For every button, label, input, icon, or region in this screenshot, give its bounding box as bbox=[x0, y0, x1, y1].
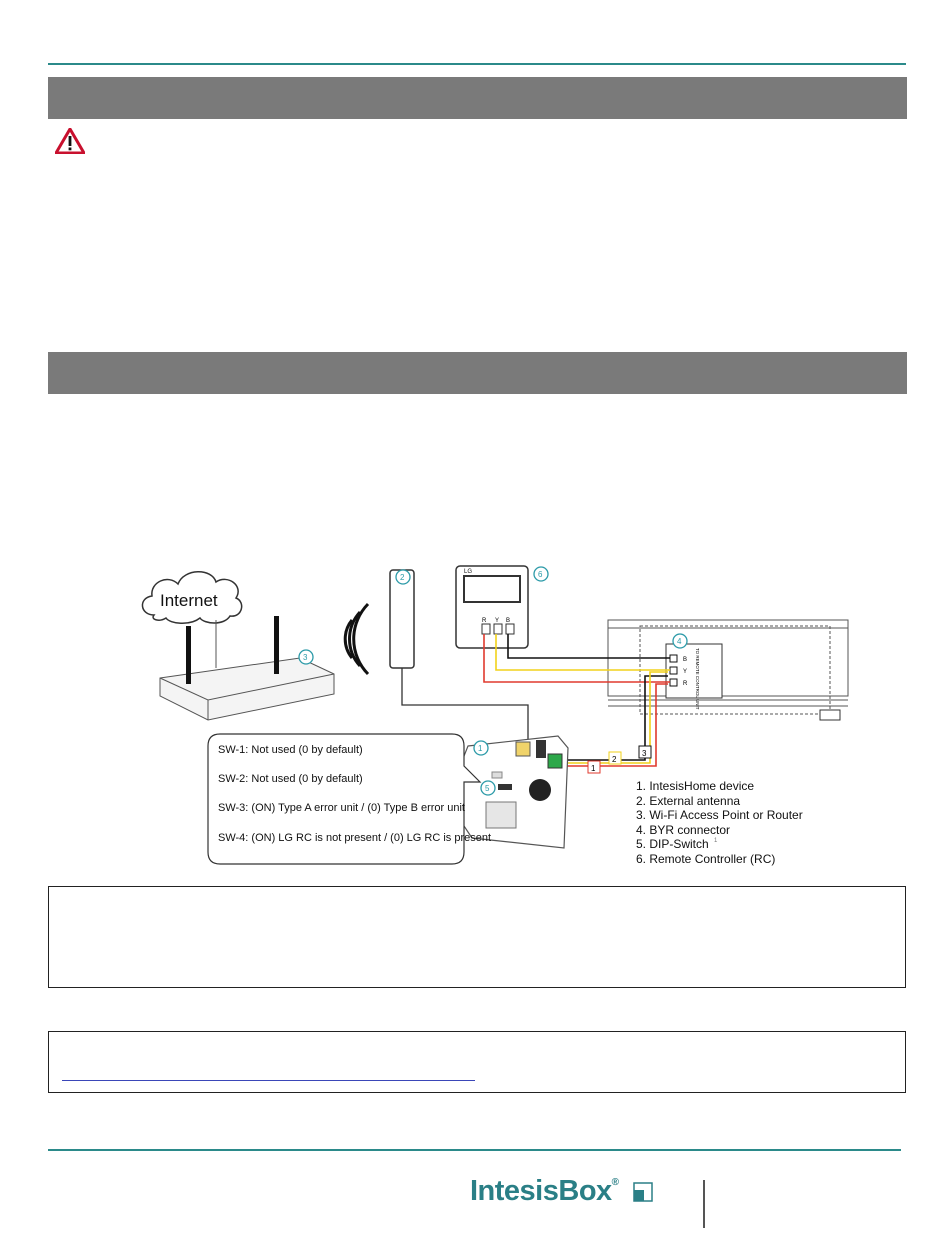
logo-text: IntesisBox bbox=[470, 1175, 612, 1207]
sw-1-text: SW-1: Not used (0 by default) bbox=[218, 744, 363, 756]
legend-item-5: 5. DIP-Switch bbox=[636, 837, 709, 851]
legend-item-5-footnote: 1 bbox=[714, 838, 718, 844]
intesisbox-logo bbox=[470, 1175, 619, 1208]
callout-3: 3 bbox=[303, 653, 308, 662]
hyperlink-underline[interactable] bbox=[62, 1080, 475, 1081]
legend-item-2: 2. External antenna bbox=[636, 794, 741, 808]
remote-controller-icon bbox=[456, 566, 528, 648]
wire-label-3: 3 bbox=[642, 749, 647, 758]
legend-item-1: 1. IntesisHome device bbox=[636, 779, 755, 793]
rc-brand: LG bbox=[464, 569, 473, 575]
wifi-waves-icon bbox=[345, 604, 368, 674]
cloud-label: Internet bbox=[160, 591, 218, 610]
rc-terminal-y: Y bbox=[495, 618, 500, 624]
registered-mark: ® bbox=[611, 1177, 619, 1188]
rc-terminal-b: B bbox=[506, 618, 511, 624]
unit-terminal-y: Y bbox=[683, 669, 688, 675]
router-icon bbox=[160, 616, 334, 720]
connection-diagram bbox=[120, 560, 860, 875]
footer-rule bbox=[48, 1149, 901, 1151]
wire-label-1: 1 bbox=[591, 764, 596, 773]
footer-divider bbox=[703, 1180, 705, 1228]
callout-4: 4 bbox=[677, 637, 682, 646]
callout-1: 1 bbox=[478, 744, 483, 753]
unit-terminal-r: R bbox=[683, 681, 688, 687]
legend-item-3: 3. Wi-Fi Access Point or Router bbox=[636, 808, 803, 822]
callout-6: 6 bbox=[538, 570, 543, 579]
diagram-legend bbox=[636, 779, 803, 866]
sw-4-text: SW-4: (ON) LG RC is not present / (0) LG RC is present bbox=[218, 832, 492, 844]
unit-panel-label: TO REMOTE CONTROL UNIT bbox=[695, 648, 700, 710]
wire-label-2: 2 bbox=[612, 755, 617, 764]
rc-terminal-r: R bbox=[482, 618, 487, 624]
callout-5: 5 bbox=[485, 784, 490, 793]
header-rule bbox=[48, 63, 906, 65]
info-box bbox=[48, 1031, 906, 1093]
legend-item-4: 4. BYR connector bbox=[636, 823, 731, 837]
note-box bbox=[48, 886, 906, 988]
section-heading-bar-2 bbox=[48, 352, 907, 394]
unit-terminal-b: B bbox=[683, 657, 688, 663]
callout-2: 2 bbox=[400, 573, 405, 582]
legend-item-6: 6. Remote Controller (RC) bbox=[636, 852, 776, 866]
logo-box-icon bbox=[633, 1182, 653, 1202]
section-heading-bar bbox=[48, 77, 907, 119]
sw-2-text: SW-2: Not used (0 by default) bbox=[218, 773, 363, 785]
sw-3-text: SW-3: (ON) Type A error unit / (0) Type B error unit bbox=[218, 802, 465, 814]
warning-icon bbox=[55, 128, 85, 154]
